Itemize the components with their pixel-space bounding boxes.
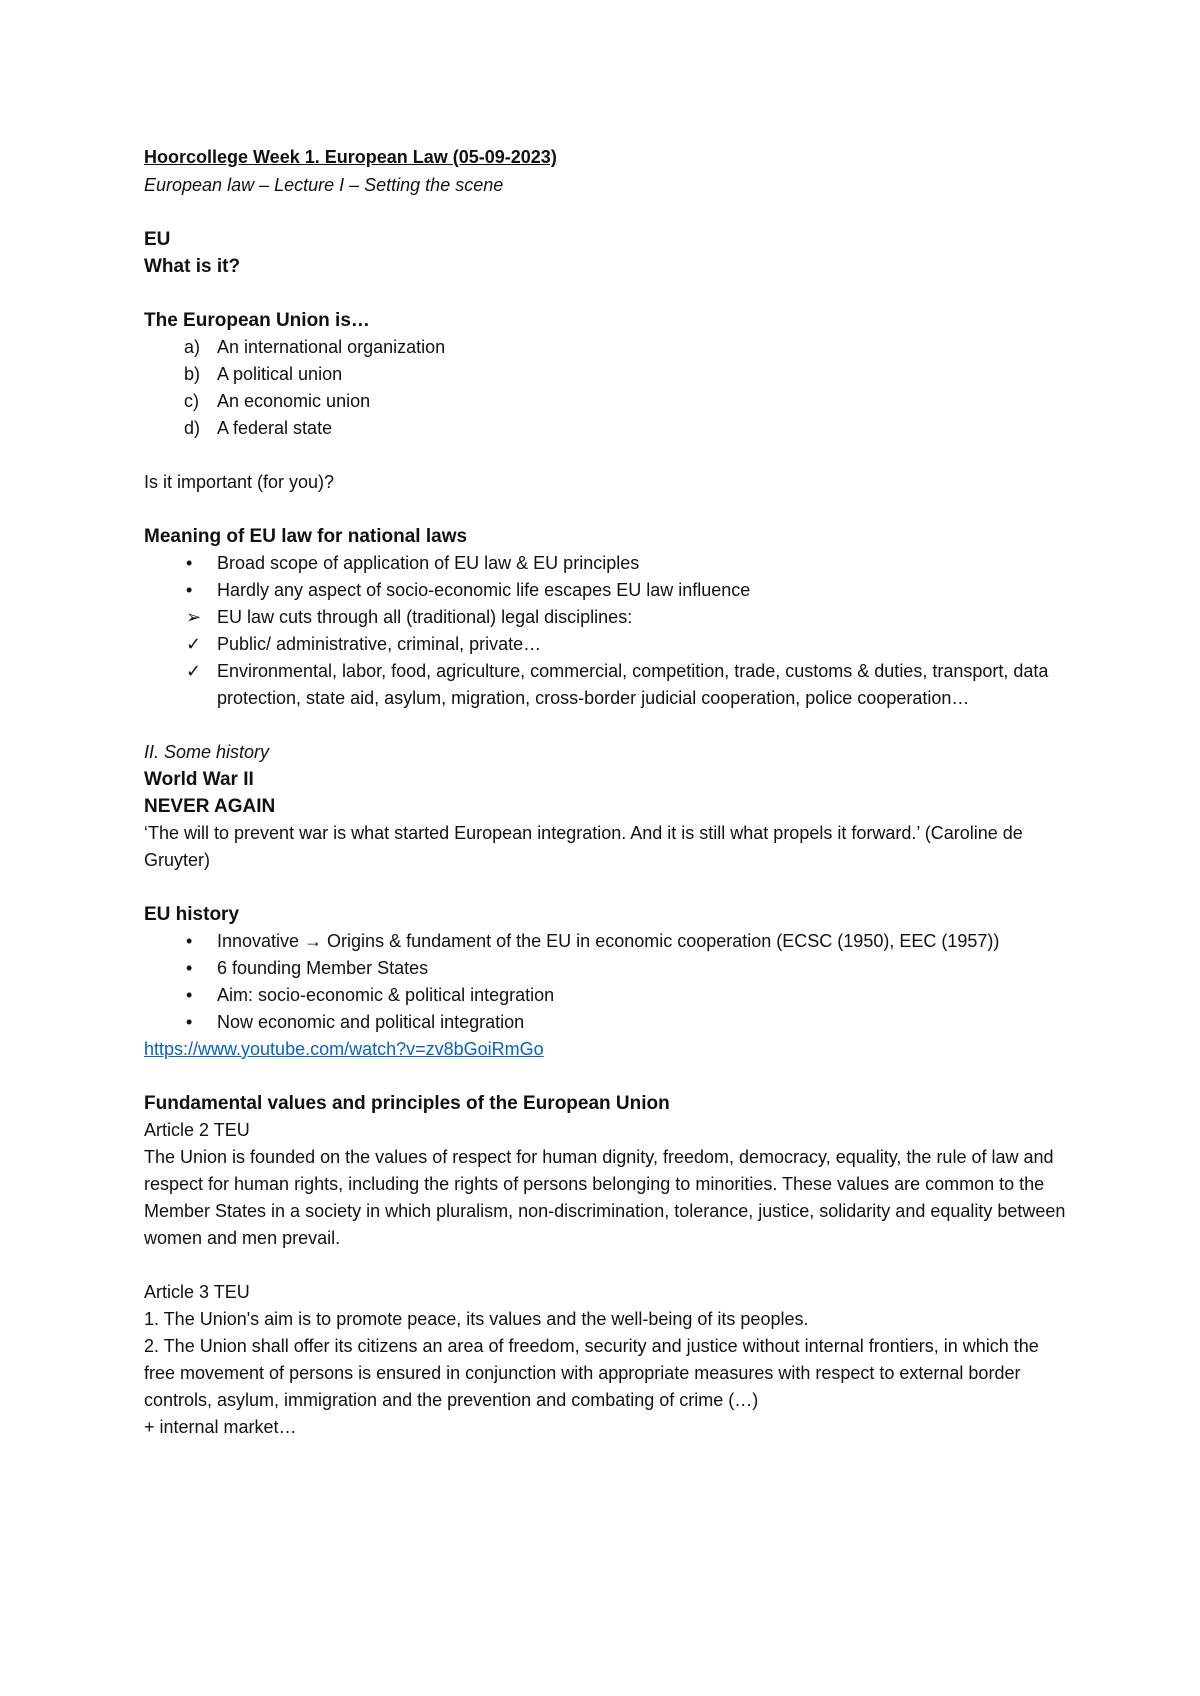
document-body xyxy=(144,143,1074,1441)
list-item xyxy=(144,928,1074,955)
spacer xyxy=(144,874,1074,901)
list-item-text: An international organization xyxy=(217,337,446,357)
eu-heading: EU xyxy=(144,229,171,250)
list-item xyxy=(144,361,1074,388)
list-item-text: Broad scope of application of EU law & EU principles xyxy=(217,553,640,573)
list-item-text: 6 founding Member States xyxy=(217,958,429,978)
checkmark-icon: ✓ xyxy=(186,634,202,654)
spacer xyxy=(144,1063,1074,1090)
list-item xyxy=(144,604,1074,631)
list-item-text: EU law cuts through all (traditional) legal disciplines: xyxy=(217,607,633,627)
spacer xyxy=(144,1252,1074,1279)
bullet-icon: • xyxy=(186,985,193,1005)
list-item xyxy=(144,388,1074,415)
article2-text: The Union is founded on the values of respect for human dignity, freedom, democracy, equality, the rule of law and respect for human rights, including the rights of persons belonging to minorities. These values are common to the Member States in a society in which pluralism, non-discrimination, tolerance, justice, solidarity and equality between women and men prevail. xyxy=(144,1147,1066,1248)
document-title: Hoorcollege Week 1. European Law (05-09-2023) xyxy=(144,147,557,167)
list-item xyxy=(144,982,1074,1009)
list-item-text: An economic union xyxy=(217,391,371,411)
list-item xyxy=(144,334,1074,361)
list-item xyxy=(144,631,1074,658)
article2-label: Article 2 TEU xyxy=(144,1120,250,1140)
bullet-icon: • xyxy=(186,580,193,600)
article3-label: Article 3 TEU xyxy=(144,1282,250,1302)
checkmark-icon: ✓ xyxy=(186,661,202,681)
spacer xyxy=(144,199,1074,226)
never-again-heading: NEVER AGAIN xyxy=(144,796,276,817)
ww2-heading: World War II xyxy=(144,769,254,790)
spacer xyxy=(144,442,1074,469)
bullet-icon: • xyxy=(186,931,193,951)
eu-history-list xyxy=(144,928,1074,1036)
list-item xyxy=(144,955,1074,982)
meaning-list xyxy=(144,550,1074,712)
article3-paragraph-1: 1. The Union's aim is to promote peace, its values and the well-being of its peoples. xyxy=(144,1309,809,1329)
list-item xyxy=(144,415,1074,442)
values-heading: Fundamental values and principles of the European Union xyxy=(144,1093,670,1114)
list-marker: b) xyxy=(184,364,201,384)
list-marker: a) xyxy=(184,337,201,357)
important-question: Is it important (for you)? xyxy=(144,472,335,492)
list-item xyxy=(144,550,1074,577)
bullet-icon: • xyxy=(186,958,193,978)
list-item-text: Environmental, labor, food, agriculture, commercial, competition, trade, customs & duties, transport, data protection, state aid, asylum, migration, cross-border judicial cooperation, police cooperation… xyxy=(217,661,1049,708)
history-section-label: II. Some history xyxy=(144,742,270,762)
bullet-icon: • xyxy=(186,1012,193,1032)
list-item xyxy=(144,658,1074,712)
youtube-video-link[interactable]: https://www.youtube.com/watch?v=zv8bGoiRmGo xyxy=(144,1039,544,1059)
list-item-text: Innovative → Origins & fundament of the EU in economic cooperation (ECSC (1950), EEC (1957)) xyxy=(217,931,1000,951)
list-item-text: A political union xyxy=(217,364,343,384)
internal-market-note: + internal market… xyxy=(144,1417,297,1437)
list-marker: d) xyxy=(184,418,201,438)
bullet-icon: • xyxy=(186,553,193,573)
what-is-it-heading: What is it? xyxy=(144,256,241,277)
list-item xyxy=(144,577,1074,604)
list-item-text: A federal state xyxy=(217,418,333,438)
spacer xyxy=(144,280,1074,307)
arrow-bullet-icon: ➢ xyxy=(186,607,202,627)
list-item-text: Public/ administrative, criminal, private… xyxy=(217,634,542,654)
union-is-list xyxy=(144,334,1074,442)
spacer xyxy=(144,496,1074,523)
list-item-text: Now economic and political integration xyxy=(217,1012,525,1032)
spacer xyxy=(144,712,1074,739)
document-subtitle: European law – Lecture I – Setting the scene xyxy=(144,175,504,195)
eu-history-heading: EU history xyxy=(144,904,240,925)
list-item-text: Aim: socio-economic & political integration xyxy=(217,985,555,1005)
list-item-text: Hardly any aspect of socio-economic life escapes EU law influence xyxy=(217,580,751,600)
meaning-heading: Meaning of EU law for national laws xyxy=(144,526,468,547)
list-item xyxy=(144,1009,1074,1036)
union-is-heading: The European Union is… xyxy=(144,310,370,331)
quote-text: ‘The will to prevent war is what started European integration. And it is still what propels it forward.’ (Caroline de Gruyter) xyxy=(144,823,1023,870)
article3-paragraph-2: 2. The Union shall offer its citizens an area of freedom, security and justice without internal frontiers, in which the free movement of persons is ensured in conjunction with appropriate measures with respect to external border controls, asylum, immigration and the prevention and combating of crime (…) xyxy=(144,1336,1039,1410)
list-marker: c) xyxy=(184,391,199,411)
